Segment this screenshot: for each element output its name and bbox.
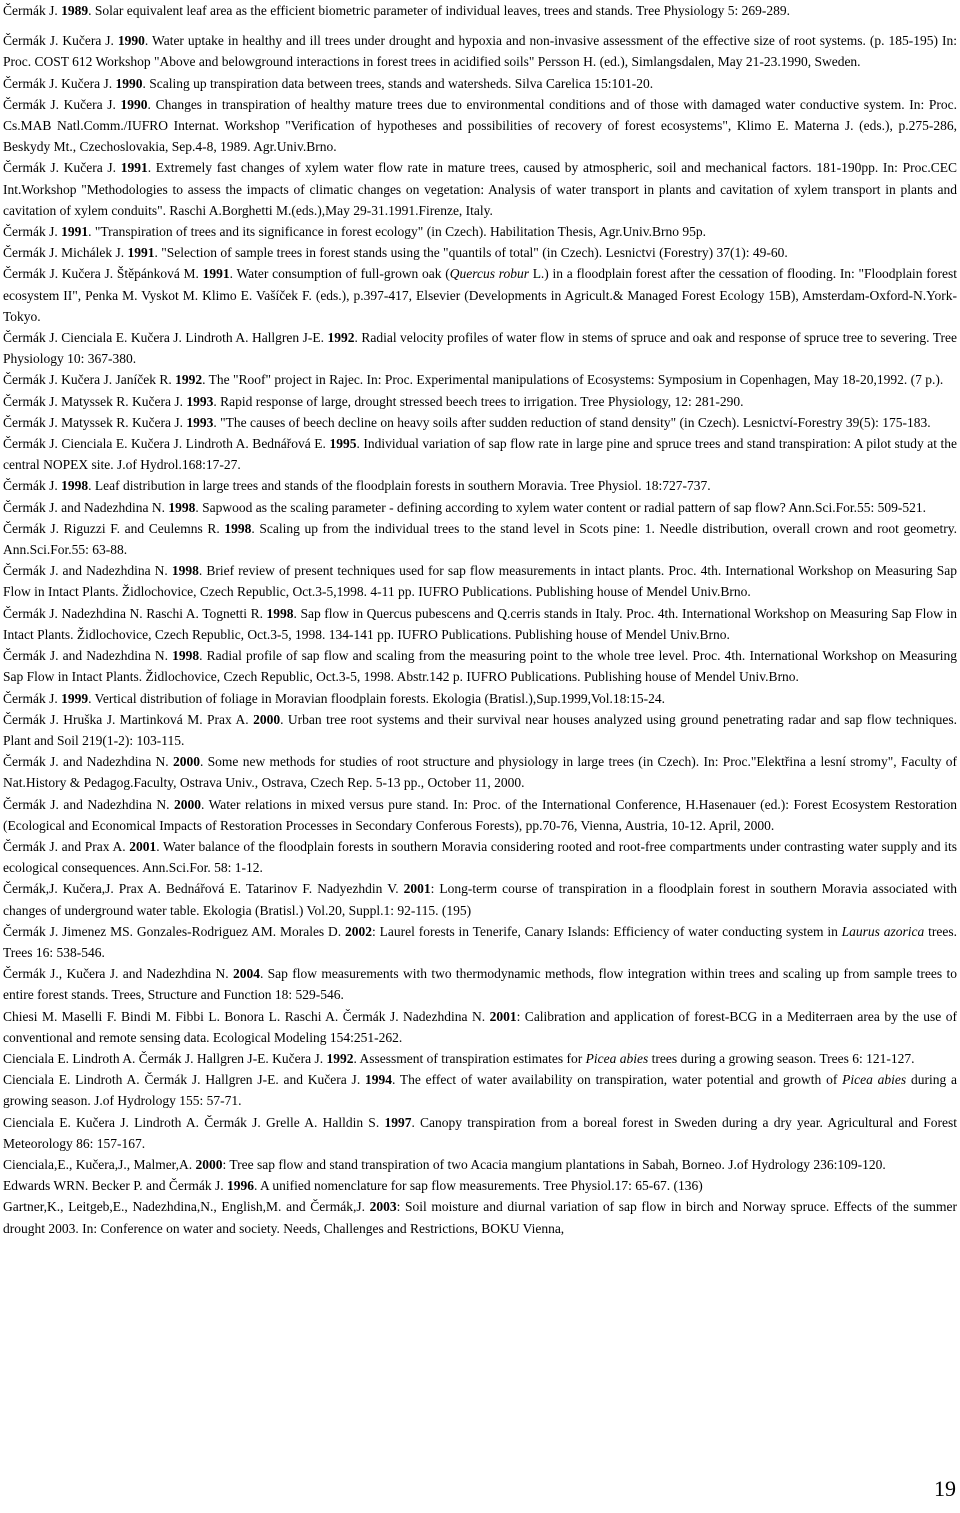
reference-entry: Čermák J. Kučera J. 1990. Scaling up transpiration data between trees, stands and watersheds. Silva Carelica 15:101-20. — [3, 75, 654, 91]
reference-entry: Čermák J. and Nadezhdina N. 1998. Radial profile of sap flow and scaling from the measuring point to the whole tree level. Proc. 4th. International Workshop on Measuring Sap Flow in Intact Plants. Židlochovice, Czech Republic, Oct.3-5, 1998. Abstr.142 p. IUFRO Publications. Publishing house of Mendel Univ.Brno. — [3, 648, 957, 685]
page-number: 19 — [934, 1476, 956, 1501]
reference-entry: Cienciala,E., Kučera,J., Malmer,A. 2000: Tree sap flow and stand transpiration of two Acacia mangium plantations in Sabah, Borneo. J.of Hydrology 236:109-120. — [3, 1156, 886, 1172]
reference-entry: Čermák J. Kučera J. Janíček R. 1992. The "Roof" project in Rajec. In: Proc. Experimental manipulations of Ecosystems: Symposium in Copenhagen, May 18-20,1992. (7 p.). — [3, 372, 944, 388]
reference-entry: Čermák J. and Nadezhdina N. 1998. Sapwood as the scaling parameter - defining according to xylem water content or radial pattern of sap flow? Ann.Sci.For.55: 509-521. — [3, 499, 927, 515]
reference-entry: Čermák J. Michálek J. 1991. "Selection of sample trees in forest stands using the "quantils of total" (in Czech). Lesnictvi (Forestry) 37(1): 49-60. — [3, 245, 788, 261]
reference-entry: Čermák J. Kučera J. 1990. Changes in transpiration of healthy mature trees due to environmental conditions and of those with damaged water conductive system. In: Proc. Cs.MAB Natl.Comm./IUFRO Internat. Workshop "Verification of hypotheses and possibilities of recovery of forest ecosystems", Klimo E. Materna J. (eds.), p.275-286, Beskydy Mt., Czechoslovakia, Sep.4-8, 1989. Agr.Univ.Brno. — [3, 96, 957, 155]
species-name: Quercus robur — [449, 266, 529, 282]
reference-entry: Čermák J. and Prax A. 2001. Water balance of the floodplain forests in southern Moravia considering rooted and root-free compartments under contrasting water supply and its ecological consequences. Ann.Sci.For. 58: 1-12. — [3, 838, 957, 876]
reference-list — [3, 0, 957, 1239]
reference-entry: Čermák J. Kučera J. 1990. Water uptake in healthy and ill trees under drought and hypoxia and non-invasive assessment of the effective size of root systems. (p. 185-195) In: Proc. COST 612 Workshop "Above and belowground interactions in forest trees in acidified soils" Persson H. (ed.), Simlangsdalen, May 21-23.1990, Sweden. — [3, 33, 957, 70]
reference-entry: Čermák J. 1991. "Transpiration of trees and its significance in forest ecology" (in Czech). Habilitation Thesis, Agr.Univ.Brno 95p. — [3, 224, 707, 240]
species-name: Picea abies — [842, 1072, 907, 1088]
reference-entry: Čermák J. Riguzzi F. and Ceulemns R. 1998. Scaling up from the individual trees to the stand level in Scots pine: 1. Needle distribution, overall crown and root geometry. Ann.Sci.For.55: 63-88. — [3, 520, 957, 558]
reference-entry: Čermák J. 1999. Vertical distribution of foliage in Moravian floodplain forests. Ekologia (Bratisl.),Sup.1999,Vol.18:15-24. — [3, 690, 666, 706]
reference-entry: Čermák J. Cienciala E. Kučera J. Lindroth A. Hallgren J-E. 1992. Radial velocity profiles of water flow in stems of spruce and oak and response of spruce tree to severing. Tree Physiology 10: 367-380. — [3, 330, 957, 367]
reference-entry: Čermák J. Cienciala E. Kučera J. Lindroth A. Bednářová E. 1995. Individual variation of sap flow rate in large pine and spruce trees and stand transpiration: A pilot study at the central NOPEX site. J.of Hydrol.168:17-27. — [3, 436, 958, 473]
reference-entry: Čermák,J. Kučera,J. Prax A. Bednářová E. Tatarinov F. Nadyezhdin V. 2001: Long-term course of transpiration in a floodplain forest in southern Moravia associated with changes of underground water table. Ekologia (Bratisl.) Vol.20, Suppl.1: 92-115. (195) — [3, 881, 957, 918]
reference-entry: Edwards WRN. Becker P. and Čermák J. 1996. A unified nomenclature for sap flow measurements. Tree Physiol.17: 65-67. (136) — [3, 1178, 703, 1194]
reference-entry: Čermák J. Jimenez MS. Gonzales-Rodriguez AM. Morales D. 2002: Laurel forests in Tenerife, Canary Islands: Efficiency of water conducting system in Laurus azorica trees. Trees 16: 538-546. — [3, 923, 958, 960]
reference-entry: Čermák J. 1989. Solar equivalent leaf area as the efficient biometric parameter of individual leaves, trees and stands. Tree Physiology 5: 269-289. — [3, 3, 791, 18]
reference-entry: Cienciala E. Lindroth A. Čermák J. Hallgren J-E. Kučera J. 1992. Assessment of transpiration estimates for Picea abies trees during a growing season. Trees 6: 121-127. — [3, 1050, 915, 1066]
reference-entry: Čermák J. Hruška J. Martinková M. Prax A. 2000. Urban tree root systems and their survival near houses analyzed using ground penetrating radar and sap flow techniques. Plant and Soil 219(1-2): 103-115. — [3, 711, 957, 748]
reference-entry: Čermák J. and Nadezhdina N. 1998. Brief review of present techniques used for sap flow measurements in intact plants. Proc. 4th. International Workshop on Measuring Sap Flow in Intact Plants. Židlochovice, Czech Republic, Oct.3-5,1998. 4-11 pp. IUFRO Publications. Publishing house of Mendel Univ.Brno. — [3, 563, 958, 600]
reference-entry: Čermák J. and Nadezhdina N. 2000. Water relations in mixed versus pure stand. In: Proc. of the International Conference, H.Hasenauer (ed.): Forest Ecosystem Restoration (Ecological and Economical Impacts of Restoration Processes in Secondary Conferous Forests), pp.70-76, Vienna, Austria, 10-12. April, 2000. — [3, 796, 957, 833]
reference-entry: Cienciala E. Kučera J. Lindroth A. Čermák J. Grelle A. Halldin S. 1997. Canopy transpiration from a boreal forest in Sweden during a dry year. Agricultural and Forest Meteorology 86: 157-167. — [3, 1114, 957, 1151]
reference-entry: Čermák J. Kučera J. 1991. Extremely fast changes of xylem water flow rate in mature trees, caused by atmospheric, soil and mechanical factors. 181-190pp. In: Proc.CEC Int.Workshop "Methodologies to assess the impacts of climatic changes on vegetation: Analysis of water transport in plants and cavitation of xylem transport in plants and cavitation of xylem conduits". Raschi A.Borghetti M.(eds.),May 29-31.1991.Firenze, Italy. — [3, 160, 957, 218]
reference-entry: Cienciala E. Lindroth A. Čermák J. Hallgren J-E. and Kučera J. 1994. The effect of water availability on transpiration, water potential and growth of Picea abies during a growing season. J.of Hydrology 155: 57-71. — [3, 1072, 957, 1109]
reference-entry: Gartner,K., Leitgeb,E., Nadezhdina,N., English,M. and Čermák,J. 2003: Soil moisture and diurnal variation of sap flow in birch and Norway spruce. Effects of the summer drought 2003. In: Conference on water and society. Needs, Challenges and Restrictions, BOKU Vienna, — [3, 1199, 957, 1236]
reference-entry: Čermák J. Matyssek R. Kučera J. 1993. "The causes of beech decline on heavy soils after sudden reduction of stand density" (in Czech). Lesnictví-Forestry 39(5): 175-183. — [3, 414, 931, 430]
reference-entry: Čermák J. Kučera J. Štěpánková M. 1991. Water consumption of full-grown oak (Quercus robur L.) in a floodplain forest after the cessation of flooding. In: "Floodplain forest ecosystem II", Penka M. Vyskot M. Klimo E. Vašíček F. (eds.), p.397-417, Elsevier (Developments in Agricult.& Managed Forest Ecology 15B), Amsterdam-Oxford-N.York-Tokyo. — [3, 266, 958, 324]
reference-entry: Čermák J., Kučera J. and Nadezhdina N. 2004. Sap flow measurements with two thermodynamic methods, flow integration within trees and scaling up from sample trees to entire forest stands. Trees, Structure and Function 18: 529-546. — [3, 966, 957, 1003]
reference-entry: Čermák J. 1998. Leaf distribution in large trees and stands of the floodplain forests in southern Moravia. Tree Physiol. 18:727-737. — [3, 478, 711, 494]
reference-entry: Čermák J. Matyssek R. Kučera J. 1993. Rapid response of large, drought stressed beech trees to irrigation. Tree Physiology, 12: 281-290. — [3, 393, 744, 409]
reference-entry: Čermák J. Nadezhdina N. Raschi A. Tognetti R. 1998. Sap flow in Quercus pubescens and Q.cerris stands in Italy. Proc. 4th. International Workshop on Measuring Sap Flow in Intact Plants. Židlochovice, Czech Republic, Oct.3-5, 1998. 134-141 pp. IUFRO Publications. Publishing house of Mendel Univ.Brno. — [3, 605, 957, 642]
reference-entry: Čermák J. and Nadezhdina N. 2000. Some new methods for studies of root structure and physiology in large trees (in Czech). In: Proc."Elektřina a lesní stromy", Faculty of Nat.History & Pedagog.Faculty, Ostrava Univ., Ostrava, Czech Rep. 5-13 pp., October 11, 2000. — [3, 754, 957, 791]
species-name: Picea abies — [585, 1050, 649, 1066]
reference-entry: Chiesi M. Maselli F. Bindi M. Fibbi L. Bonora L. Raschi A. Čermák J. Nadezhdina N. 2001: Calibration and application of forest-BCG in a Mediterraen area by the use of conventional and remote sensing data. Ecological Modeling 154:251-262. — [3, 1008, 958, 1045]
species-name: Laurus azorica — [841, 923, 925, 939]
